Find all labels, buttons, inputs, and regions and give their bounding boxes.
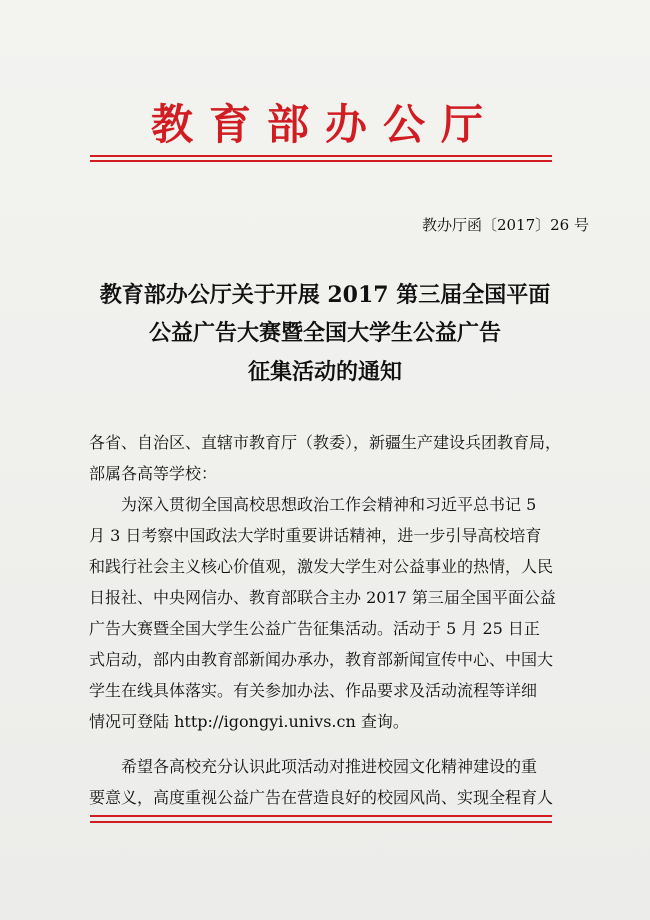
paragraph-1-line: 月 3 日考察中国政法大学时重要讲话精神，进一步引导高校培育 bbox=[89, 526, 542, 545]
recipients-line-2: 部属各高等学校： bbox=[89, 464, 218, 483]
paragraph-1-line: 广告大赛暨全国大学生公益广告征集活动。活动于 5 月 25 日正 bbox=[89, 619, 540, 638]
paragraph-1-line: 式启动，部内由教育部新闻办承办，教育部新闻宣传中心、中国大 bbox=[89, 650, 554, 669]
paragraph-2-line: 要意义，高度重视公益广告在营造良好的校园风尚、实现全程育人 bbox=[89, 788, 554, 807]
document-title-line-2: 公益广告大赛暨全国大学生公益广告 bbox=[148, 320, 501, 346]
footer-red-rule-bottom bbox=[90, 821, 552, 823]
header-red-rule-top bbox=[90, 155, 552, 157]
footer-red-rule-top bbox=[90, 815, 552, 817]
header-red-rule-bottom bbox=[90, 160, 552, 162]
paragraph-2-line: 希望各高校充分认识此项活动对推进校园文化精神建设的重 bbox=[121, 757, 538, 776]
document-number: 教办厅函〔2017〕26 号 bbox=[421, 216, 589, 234]
document-title-line-3: 征集活动的通知 bbox=[247, 359, 402, 385]
issuing-agency-header: 教育部办公厅 bbox=[150, 100, 499, 149]
paragraph-1-line: 情况可登陆 http://igongyi.univs.cn 查询。 bbox=[89, 712, 409, 731]
paragraph-1-line: 日报社、中央网信办、教育部联合主办 2017 第三届全国平面公益 bbox=[89, 588, 556, 607]
paragraph-1-line: 为深入贯彻全国高校思想政治工作会精神和习近平总书记 5 bbox=[121, 495, 537, 514]
document-title-line-1: 教育部办公厅关于开展 2017 第三届全国平面 bbox=[99, 282, 551, 308]
paragraph-1-line: 和践行社会主义核心价值观，激发大学生对公益事业的热情，人民 bbox=[89, 557, 554, 576]
recipients-line-1: 各省、自治区、直辖市教育厅（教委），新疆生产建设兵团教育局， bbox=[89, 433, 562, 452]
paragraph-1-line: 学生在线具体落实。有关参加办法、作品要求及活动流程等详细 bbox=[89, 681, 538, 700]
